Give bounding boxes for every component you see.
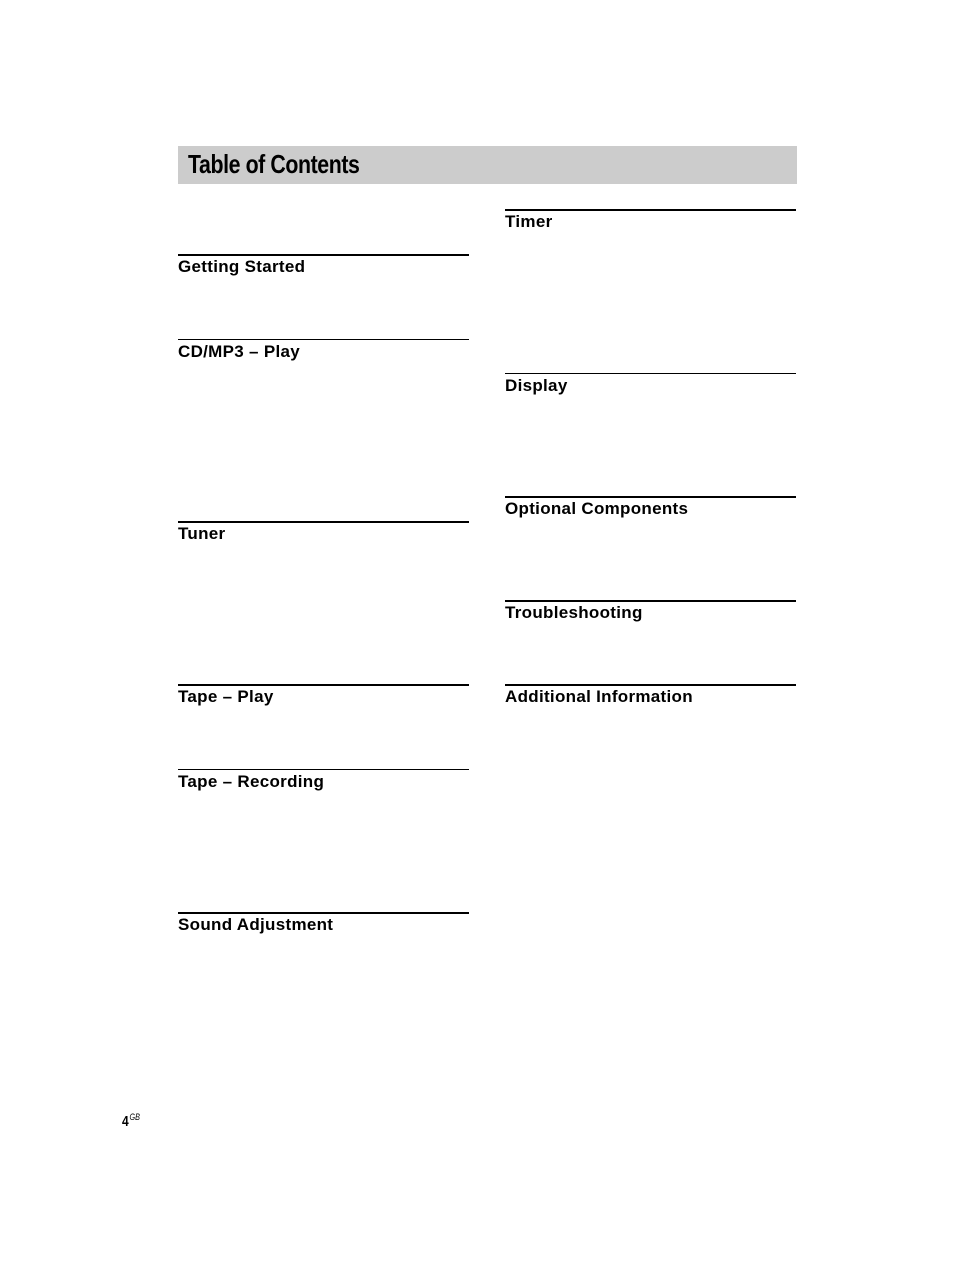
page-number <box>122 1112 140 1130</box>
section-display <box>505 373 796 396</box>
section-heading: Tape – Recording <box>178 772 325 791</box>
section-tape-play <box>178 684 469 707</box>
page-number-value: 4 <box>122 1113 129 1130</box>
section-timer <box>505 209 796 232</box>
section-optional-components <box>505 496 796 519</box>
section-getting-started <box>178 254 469 277</box>
section-heading: Getting Started <box>178 257 306 276</box>
section-sound-adjustment <box>178 912 469 935</box>
section-heading: Additional Information <box>505 687 693 706</box>
section-cd-mp3-play <box>178 339 469 362</box>
section-heading: Tape – Play <box>178 687 274 706</box>
section-heading: Timer <box>505 212 553 231</box>
title-bar <box>178 146 797 184</box>
page-title: Table of Contents <box>188 149 360 179</box>
page-number-suffix: GB <box>129 1112 140 1122</box>
section-heading: Display <box>505 376 568 395</box>
section-heading: Optional Components <box>505 499 689 518</box>
section-heading: Troubleshooting <box>505 603 643 622</box>
section-tape-recording <box>178 769 469 792</box>
section-tuner <box>178 521 469 544</box>
section-additional-information <box>505 684 796 707</box>
section-heading: CD/MP3 – Play <box>178 342 301 361</box>
section-heading: Sound Adjustment <box>178 915 334 934</box>
section-heading: Tuner <box>178 524 226 543</box>
section-troubleshooting <box>505 600 796 623</box>
